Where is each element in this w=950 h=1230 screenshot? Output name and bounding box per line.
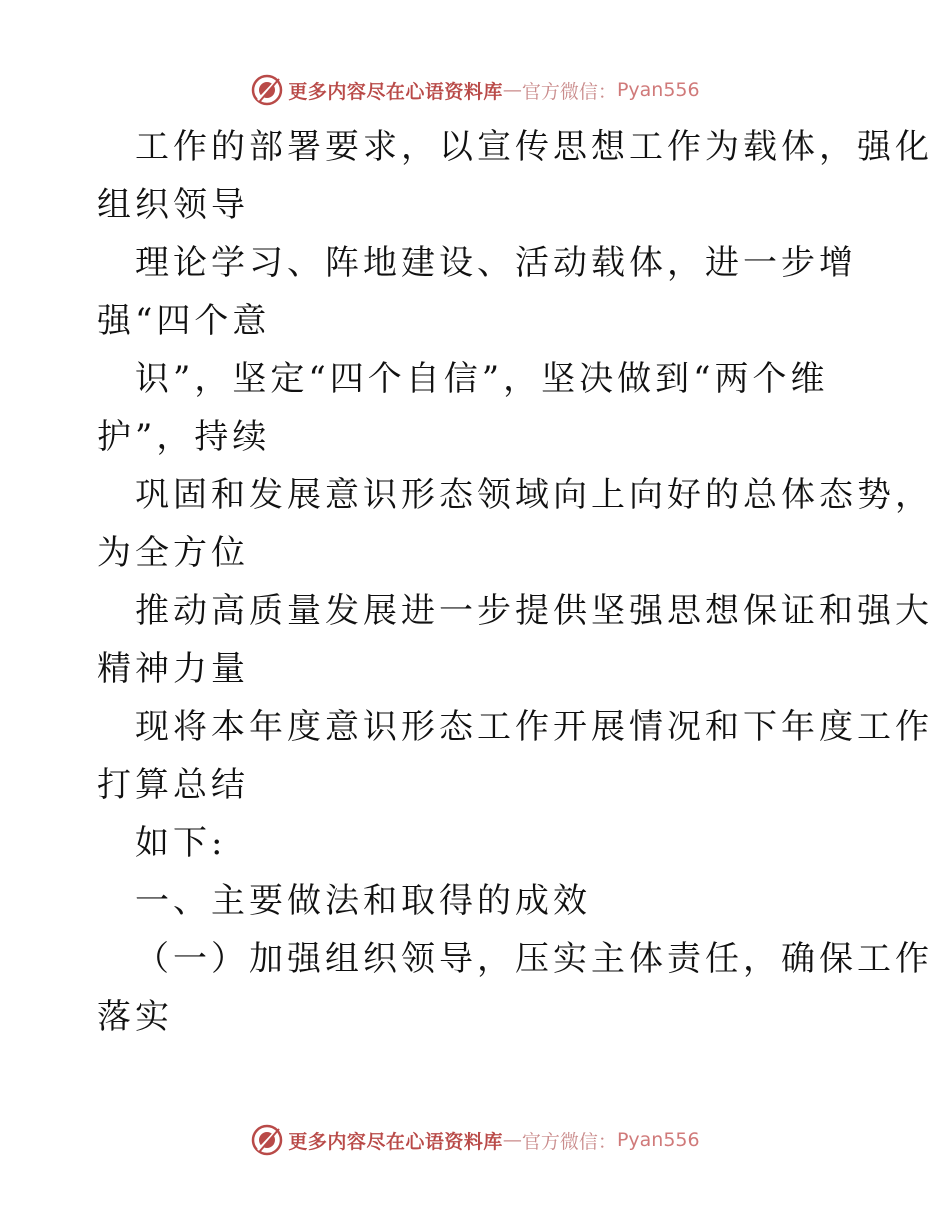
watermark-wechat-id: Pyan556 [616,1129,700,1151]
footer-watermark [0,1120,950,1160]
text-line: 为全方位 [97,533,249,573]
watermark-brand: 更多内容尽在心语资料库 [288,1130,503,1153]
text-line: 落实 [97,997,173,1037]
text-line: 如下: [135,823,227,863]
brand-logo-icon [250,1123,284,1157]
brand-logo-icon [250,73,284,107]
text-line: 强“四个意 [97,301,271,341]
watermark-dash: — [502,79,522,101]
watermark-dash: — [502,1129,522,1151]
text-line: 现将本年度意识形态工作开展情况和下年度工作 [135,707,933,747]
text-line: 精神力量 [97,649,249,689]
subsection-heading: （一）加强组织领导，压实主体责任，确保工作 [135,939,933,979]
watermark-wechat-label: 官方微信： [521,80,617,103]
text-line: 推动高质量发展进一步提供坚强思想保证和强大 [135,591,933,631]
section-heading: 一、主要做法和取得的成效 [135,881,591,921]
watermark-wechat-label: 官方微信： [521,1130,617,1153]
document-body [97,118,933,1046]
text-line: 巩固和发展意识形态领域向上向好的总体态势， [135,475,933,515]
text-line: 护”，持续 [97,417,271,457]
watermark-brand: 更多内容尽在心语资料库 [288,80,503,103]
text-line: 理论学习、阵地建设、活动载体，进一步增 [135,243,857,283]
watermark-wechat-id: Pyan556 [616,79,700,101]
text-line: 组织领导 [97,185,249,225]
header-watermark [0,70,950,110]
text-line: 工作的部署要求，以宣传思想工作为载体，强化 [135,127,933,167]
text-line: 打算总结 [97,765,249,805]
text-line: 识”，坚定“四个自信”，坚决做到“两个维 [135,359,829,399]
